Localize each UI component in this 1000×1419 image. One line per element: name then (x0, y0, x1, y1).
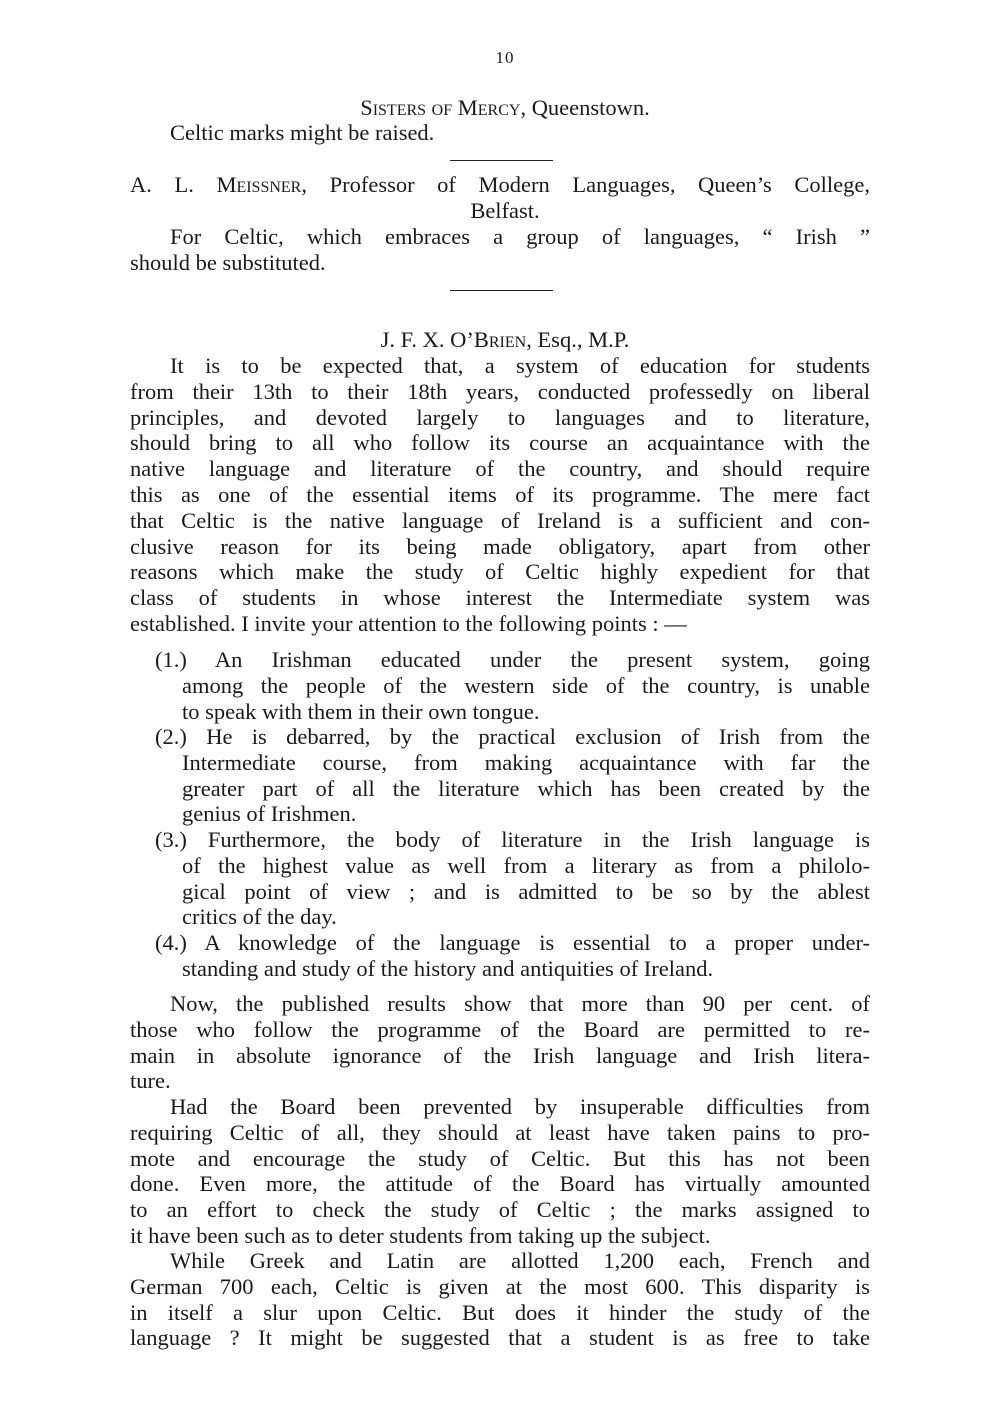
paragraph-line: requiring Celtic of all, they should at least have taken pains to pro- (130, 1119, 870, 1145)
paragraph-line: ture. (130, 1068, 171, 1094)
section-divider (450, 290, 553, 291)
list-item-line: among the people of the western side of the country, is unable (182, 672, 870, 698)
paragraph-line: done. Even more, the attitude of the Board has virtually amounted (130, 1171, 870, 1197)
list-item-line: to speak with them in their own tongue. (182, 698, 540, 724)
paragraph-line: main in absolute ignorance of the Irish language and Irish litera- (130, 1042, 870, 1068)
list-item-line: gical point of view ; and is admitted to be so by the ablest (182, 878, 870, 904)
heading-name: Sisters of Mercy (360, 95, 521, 120)
list-item-line: genius of Irishmen. (182, 801, 357, 827)
section-heading (130, 327, 880, 353)
paragraph-line: in itself a slur upon Celtic. But does it hinder the study of the (130, 1299, 870, 1325)
paragraph-line: reasons which make the study of Celtic highly expedient for that (130, 559, 870, 585)
paragraph-line: clusive reason for its being made obligatory, apart from other (130, 533, 870, 559)
list-item-line: greater part of all the literature which has been created by the (182, 775, 870, 801)
paragraph-line: native language and literature of the country, and should require (130, 456, 870, 482)
heading-affiliation: , Professor of Modern Languages, Queen’s College, (301, 172, 870, 197)
paragraph-line: German 700 each, Celtic is given at the most 600. This disparity is (130, 1273, 870, 1299)
list-item-line: (2.) He is debarred, by the practical exclusion of Irish from the (155, 724, 870, 749)
list-item-line: Intermediate course, from making acquaintance with far the (182, 749, 870, 775)
paragraph-line: this as one of the essential items of its programme. The mere fact (130, 482, 870, 507)
paragraph-line: from their 13th to their 18th years, conducted professedly on liberal (130, 378, 870, 404)
paragraph-line: Had the Board been prevented by insuperable difficulties from (170, 1094, 870, 1119)
list-item-line: (4.) A knowledge of the language is essential to a proper under- (155, 930, 870, 955)
paragraph-line: it have been such as to deter students from taking up the subject. (130, 1223, 711, 1248)
paragraph-line: should bring to all who follow its course an acquaintance with the (130, 430, 870, 456)
list-item-line: critics of the day. (182, 904, 337, 930)
heading-name: A. L. Meissner (130, 172, 302, 197)
list-item-line: of the highest value as well from a literary as from a philolo- (182, 852, 870, 878)
page-number: 10 (495, 48, 515, 67)
section-heading (130, 172, 870, 198)
heading-name: O’Brien (450, 327, 527, 352)
paragraph-line: Celtic marks might be raised. (170, 120, 435, 145)
paragraph-line: While Greek and Latin are allotted 1,200 each, French and (170, 1248, 870, 1273)
paragraph-line: that Celtic is the native language of Ireland is a sufficient and con- (130, 507, 870, 533)
paragraph-line: principles, and devoted largely to languages and to literature, (130, 404, 870, 430)
paragraph-line: class of students in whose interest the Intermediate system was (130, 585, 870, 611)
heading-affiliation: , Esq., M.P. (526, 327, 630, 352)
list-item-line: (3.) Furthermore, the body of literature in the Irish language is (155, 827, 870, 852)
paragraph-line: established. I invite your attention to the following points : — (130, 611, 687, 636)
paragraph-line: Now, the published results show that more than 90 per cent. of (170, 991, 870, 1016)
paragraph-line: It is to be expected that, a system of education for students (170, 353, 870, 378)
heading-affiliation: , Queenstown. (520, 95, 650, 120)
section-divider (450, 160, 553, 161)
section-heading (130, 95, 880, 121)
paragraph-line: to an effort to check the study of Celtic ; the marks assigned to (130, 1197, 870, 1223)
paragraph-line: those who follow the programme of the Board are permitted to re- (130, 1016, 870, 1042)
heading-initials: J. F. X. (380, 327, 451, 352)
paragraph-line: mote and encourage the study of Celtic. But this has not been (130, 1145, 870, 1171)
list-item-line: standing and study of the history and antiquities of Ireland. (182, 955, 714, 981)
heading-continuation: Belfast. (470, 197, 540, 223)
paragraph-line: should be substituted. (130, 249, 326, 275)
list-item-line: (1.) An Irishman educated under the present system, going (155, 647, 870, 672)
paragraph-line: For Celtic, which embraces a group of languages, “ Irish ” (170, 224, 870, 249)
paragraph-line: language ? It might be suggested that a student is as free to take (130, 1325, 870, 1351)
